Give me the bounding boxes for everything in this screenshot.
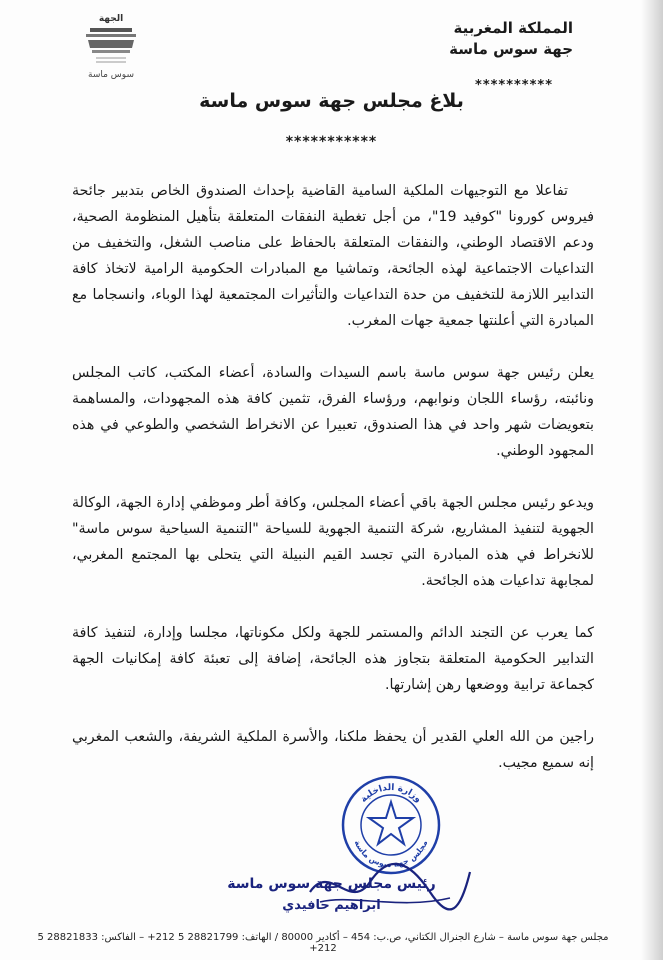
paragraph: راجين من الله العلي القدير أن يحفظ ملكنا، والأسرة الملكية الشريفة، والشعب المغربي إنه سميع مجيب.: [72, 729, 594, 771]
signatory-title: رئيس مجلس جهة سوس ماسة: [227, 876, 436, 892]
title-stars: ***********: [285, 134, 378, 150]
stamp-outer-text: وزارة الداخلية: [358, 782, 424, 805]
logo-bottom-text: سوس ماسة: [88, 70, 134, 80]
region-line: جهة سوس ماسة: [449, 40, 573, 58]
letterhead-text: [449, 18, 573, 60]
paragraph: ويدعو رئيس مجلس الجهة باقي أعضاء المجلس، وكافة أطر وموظفي إدارة الجهة، الوكالة الجهوية لتنفيذ المشاريع، شركة التنمية الجهوية للسياحة "التنمية السياحية سوس ماسة" للانخراط في هذه المبادرة التي تجسد القيم النبيلة التي يتحلى بها المجتمع المغربي، لمجابهة تداعيات هذه الجائحة.: [72, 495, 594, 589]
paragraph: كما يعرب عن التجند الدائم والمستمر للجهة ولكل مكوناتها، مجلسا وإدارة، لتنفيذ كافة التدابير الحكومية المتعلقة بتجاوز هذه الجائحة، إضافة إلى تعبئة كافة إمكانيات الجهة كجماعة ترابية ووضعها رهن إشارتها.: [72, 625, 594, 693]
stamp-inner-text: مجلس جهة سوس ماسة: [352, 838, 430, 870]
logo-top-text: الجهة: [98, 14, 124, 24]
kingdom-line: المملكة المغربية: [453, 19, 573, 37]
footer-contact: مجلس جهة سوس ماسة – شارع الجنرال الكتاني، ص.ب: 454 – أكادير 80000 / الهاتف: 28821799 5 212+ – الفاكس: 28821833 5 212+: [37, 932, 609, 954]
paragraph: تفاعلا مع التوجيهات الملكية السامية القاضية بإحداث الصندوق الخاص بتدبير جائحة فيروس كورونا "كوفيد 19"، من أجل تغطية النفقات المتعلقة بتأهيل المنظومة الصحية، ودعم الاقتصاد الوطني، والنفقات المتعلقة بالحفاظ على مناصب الشغل، والتخفيف من التداعيات الاجتماعية لهذه الجائحة، وتماشيا مع المبادرات الحكومية الرامية لاتخاذ كافة التدابير اللازمة للتخفيف من حدة التداعيات والتأثيرات المجتمعية لهذا الوباء، وانسجاما مع المبادرة التي أعلنتها جمعية جهات المغرب.: [72, 183, 594, 329]
regional-council-logo-icon: [68, 14, 154, 86]
paragraph: يعلن رئيس جهة سوس ماسة باسم السيدات والسادة، أعضاء المكتب، كاتب المجلس ونائبته، رؤساء اللجان ونوابهم، ورؤساء الفرق، تثمين كافة هذه المجهودات، والمساهمة بتعويضات شهر واحد في هذا الصندوق، تعبيرا عن الانخراط الشخصي والطوعي في هذه المجهود الوطني.: [72, 365, 594, 459]
page-title: بلاغ مجلس جهة سوس ماسة: [199, 90, 464, 112]
communique-body: [72, 178, 594, 802]
signatory-name: ابراهيم حافيدي: [282, 898, 381, 913]
header-stars: **********: [475, 78, 553, 93]
